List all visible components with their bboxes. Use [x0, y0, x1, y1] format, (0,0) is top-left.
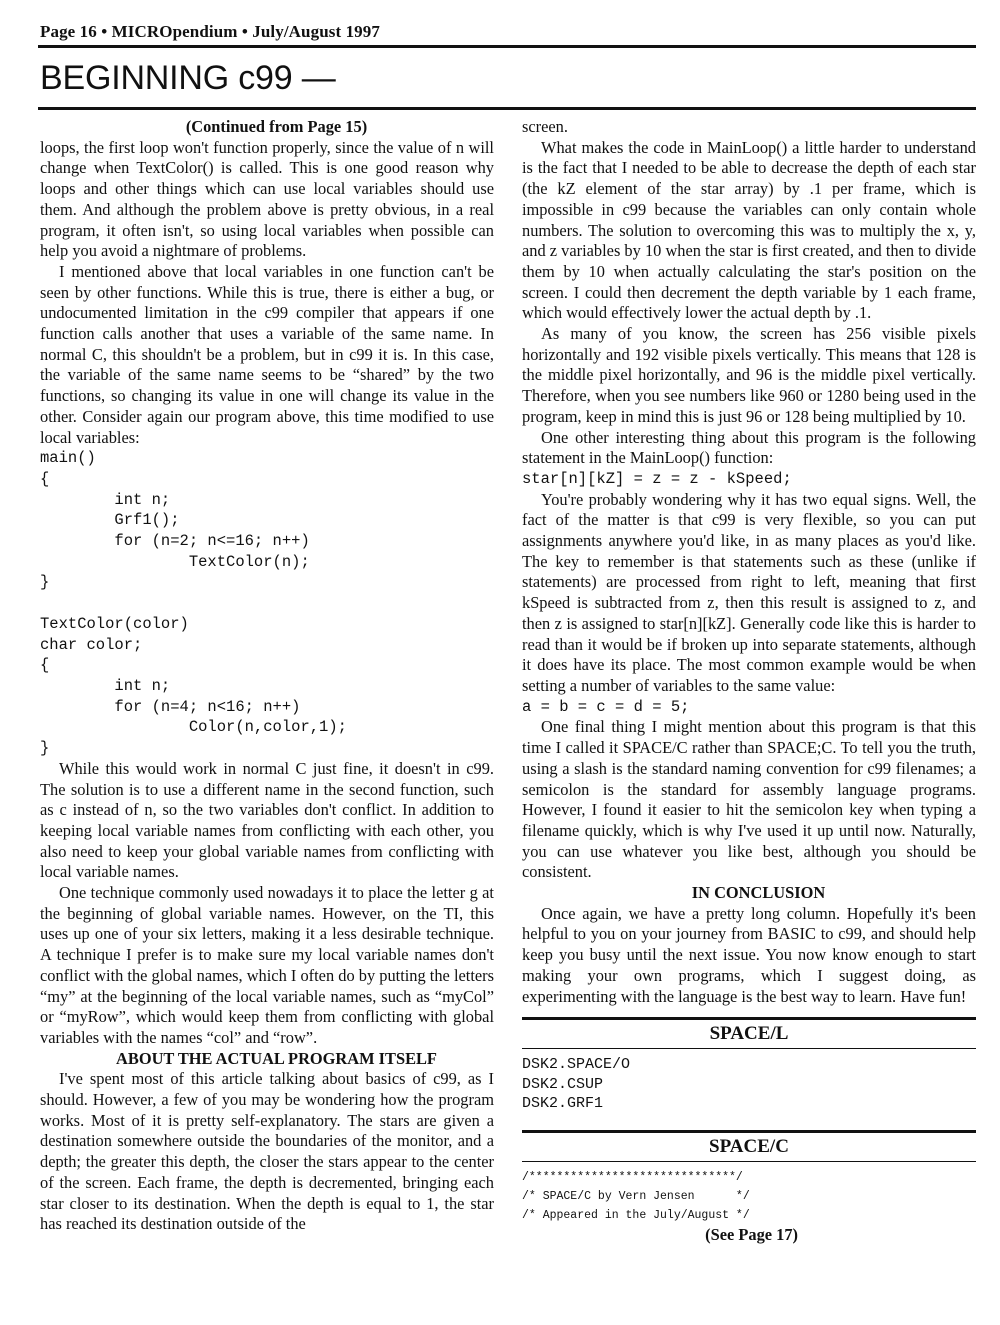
listing-line: /* SPACE/C by Vern Jensen */: [522, 1189, 750, 1203]
paragraph: While this would work in normal C just fine, it doesn't in c99. The solution is to use a different name in the second function, such as c instead of n, so the two variables don't conflict. In addition to keeping local variable names from conflicting with each other, you also need to keep your global variable names from conflicting with local variable names.: [40, 758, 494, 882]
code-line: }: [40, 739, 50, 758]
paragraph: As many of you know, the screen has 256 visible pixels horizontally and 192 visible pixels vertically. This means that 128 is the middle pixel horizontally, and 96 is the middle pixel vertically. Therefore, when you see numbers like 960 or 1280 being used in the program, keep in mind this is just 96 or 128 being multiplied by 10.: [522, 324, 976, 426]
running-head: Page 16 • MICROpendium • July/August 1997: [40, 22, 380, 41]
listing-line: /******************************/: [522, 1170, 743, 1184]
paragraph: loops, the first loop won't function properly, since the value of n will change when TextColor() is called. This is one good reason why loops and other things which can use local variables should use them. And although the problem above is pretty obvious, in a real program, it often isn't, so using local variables when possible can help you avoid a nightmare of problems.: [40, 137, 494, 261]
paragraph: What makes the code in MainLoop() a little harder to understand is the fact that I needed to be able to decrease the depth of each star (the kZ element of the star array) by .1 per frame, which is impossible in c99 because the variables can only contain whole numbers. The solution to overcoming this was to multiply the x, y, and z variables by 10 when the star is first created, and then to divide them by 10 when actually calculating the star's position on the screen. I could then decrement the depth variable by 1 each frame, which would effectively lower the actual depth by .1.: [522, 137, 976, 323]
paragraph: I mentioned above that local variables in one function can't be seen by other functions. While this is true, there is either a bug, or undocumented limitation in the c99 compiler that appears if one function calls another that uses a variable of the same name. In normal C, this shouldn't be a problem, but in c99 it is. In this case, the variable of the same name seems to be “shared” by the two functions, so changing its value in one will change its value in the other. Consider again our program above, this time modified to use local variables:: [40, 261, 494, 447]
code-line: int n;: [40, 490, 171, 509]
code-line: for (n=2; n<=16; n++): [40, 532, 310, 551]
article-title: BEGINNING c99 —: [40, 59, 336, 97]
paragraph: One final thing I might mention about this program is that this time I called it SPACE/C rather than SPACE;C. To tell you the truth, using a slash is the standard naming convention for c99 filenames; a semicolon is the standard for assembly language programs. However, I found it easier to hit the semicolon key when typing a filename quickly, which is why I've used it up until now. Naturally, you can use whatever you like best, although you should be consistent.: [522, 717, 976, 882]
see-page-note: (See Page 17): [705, 1224, 798, 1244]
section-heading: IN CONCLUSION: [691, 883, 826, 903]
left-column: [40, 117, 494, 1235]
code-line: {: [40, 656, 50, 675]
code-line: main(): [40, 449, 96, 468]
code-block: [40, 448, 494, 759]
paragraph: One technique commonly used nowadays it to place the letter g at the beginning of global variable names. However, on the TI, this uses up one of your six letters, making it a less desirable technique. A technique I prefer is to make sure my local variable names don't conflict with the global names, which I often do by putting the letters “my” at the beginning of the local variable names, such as “myCol” or “myRow”, which would keep them from conflicting with global variables with the names “col” and “row”.: [40, 883, 494, 1047]
listing-line: DSK2.GRF1: [522, 1095, 604, 1113]
paragraph: One other interesting thing about this program is the following statement in the MainLoop() function:: [522, 427, 976, 468]
top-rule: [38, 45, 976, 48]
code-line: Color(n,color,1);: [40, 718, 347, 737]
code-line: Grf1();: [40, 511, 180, 530]
listing-title-space-c: SPACE/C: [522, 1130, 976, 1162]
code-line: }: [40, 573, 50, 592]
code-line: [40, 593, 494, 614]
code-statement: star[n][kZ] = z = z - kSpeed;: [522, 469, 792, 488]
listing-line: /* Appeared in the July/August */: [522, 1208, 750, 1222]
code-line: int n;: [40, 676, 171, 695]
right-column: [522, 117, 976, 1251]
listing-line: DSK2.CSUP: [522, 1075, 604, 1093]
code-line: {: [40, 469, 50, 488]
code-statement: a = b = c = d = 5;: [522, 697, 690, 716]
section-heading: ABOUT THE ACTUAL PROGRAM ITSELF: [116, 1048, 437, 1068]
title-rule: [38, 107, 976, 110]
paragraph: Once again, we have a pretty long column. Hopefully it's been helpful to you on your journey from BASIC to c99, and should help keep you busy until the next issue. You now know enough to start making your own programs, which I suggest doing, as experimenting with the language is the best way to learn. Have fun!: [522, 903, 976, 1006]
paragraph: screen.: [522, 117, 568, 136]
code-line: char color;: [40, 635, 143, 654]
continued-note: (Continued from Page 15): [185, 117, 368, 136]
code-line: TextColor(n);: [40, 552, 310, 571]
listing-space-c: [522, 1162, 976, 1252]
paragraph: I've spent most of this article talking about basics of c99, as I should. However, a few of you may be wondering how the program works. Most of it is pretty self-explanatory. The stars are given a destination somewhere outside the boundaries of the monitor, and a depth; the greater this depth, the closer the stars appear to the center of the screen. Each frame, the depth is decremented, bringing each star closer to its destination. When the depth is equal to 1, the star has reached its destination outside of the: [40, 1069, 494, 1234]
listing-space-l: [522, 1049, 976, 1120]
code-line: TextColor(color): [40, 614, 189, 633]
listing-title-space-l: SPACE/L: [522, 1017, 976, 1049]
code-line: for (n=4; n<16; n++): [40, 697, 301, 716]
listing-line: DSK2.SPACE/O: [522, 1056, 631, 1074]
paragraph: You're probably wondering why it has two equal signs. Well, the fact of the matter is that c99 is very flexible, so you can put assignments anywhere you'd like, in as many places as you'd like. The key to remember is that statements such as these (unlike if statements) are processed from right to left, meaning that first kSpeed is subtracted from z, then this result is assigned to z, and then z is assigned to star[n][kZ]. Generally code like this is harder to read than it would be if broken up into separate statements, although it does have its place. The most common example would be when setting a number of variables to the same value:: [522, 489, 976, 695]
